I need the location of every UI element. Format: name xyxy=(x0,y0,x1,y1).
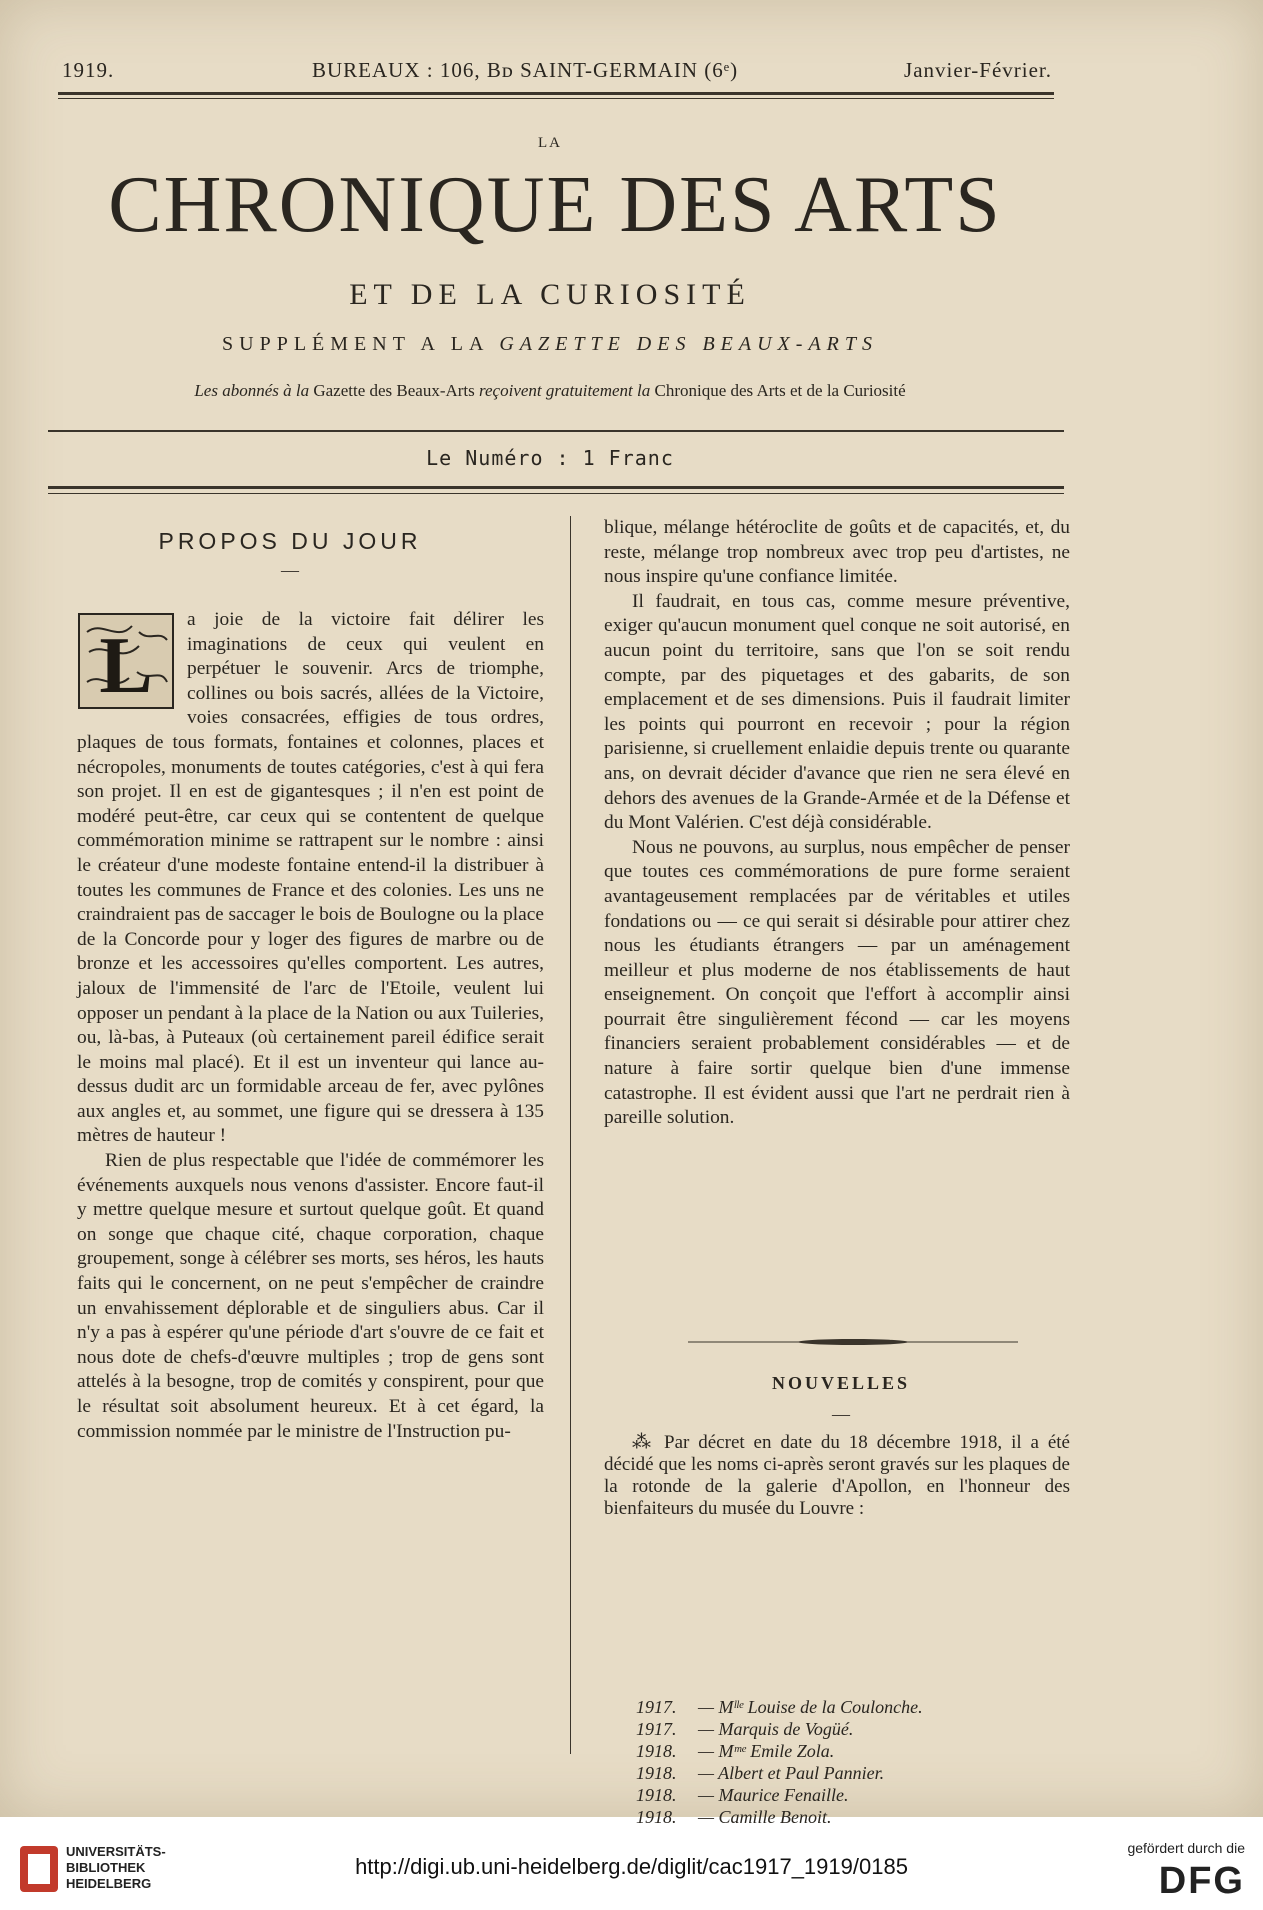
header-rule-thin xyxy=(58,98,1054,99)
price-rule-bottom xyxy=(48,486,1064,489)
list-name: — Mˡˡᵉ Louise de la Coulonche. xyxy=(698,1697,923,1717)
article-paragraph-4: Il faudrait, en tous cas, comme mesure préventive, exiger qu'aucun monument quel conque ne soit autorisé, en aucun point du territoire, sans que l'on se soit rendu compte, par des piquetages et des gabarits, de son emplacement et de ses dimensions. Puis il faudrait limiter les points qui pourront en recevoir ; pour la région parisienne, si cruellement enlaidie depuis trente ou quarante ans, on devrait décider d'avance que rien ne sera élevé en dehors des avenues de la Grande-Armée et de la Défense et du Mont Valérien. C'est déjà considérable. xyxy=(604,590,1070,834)
supplement-prefix: SUPPLÉMENT A LA xyxy=(222,333,489,355)
list-name: — Maurice Fenaille. xyxy=(698,1785,849,1805)
funding-credit xyxy=(1127,1840,1245,1903)
viewer-footer xyxy=(0,1830,1263,1910)
list-name: — Marquis de Vogüé. xyxy=(698,1719,854,1739)
benefactor-list xyxy=(636,1696,923,1850)
running-header xyxy=(62,58,1052,88)
list-name: — Albert et Paul Pannier. xyxy=(698,1763,885,1783)
list-year: 1918. xyxy=(636,1785,677,1805)
masthead-subtitle: ET DE LA CURIOSITÉ xyxy=(349,278,751,311)
header-year: 1919. xyxy=(62,58,115,82)
price-rule-thin xyxy=(48,493,1064,494)
article-paragraph-2: Rien de plus respectable que l'idée de commémorer les événements auxquels nous venons d'assister. Encore faut-il y mettre quelque mesure et surtout quelque goût. Et quand on songe que chaque cité, chaque corporation, chaque groupement, songe à célébrer ses morts, ses héros, les hauts faits qui le concernent, on ne peut s'empêcher de craindre un envahissement déplorable et de singuliers abus. Car il n'y a pas à espérer qu'une période d'art s'ouvre de ce fait et nous dote de chefs-d'œuvre multiples ; trop de gens sont attelés à la besogne, trop de comités y conspirent, pour que le résultat soit absolument heureux. Et à cet égard, la commission nommée par le ministre de l'Instruction pu- xyxy=(77,1150,544,1442)
header-address: BUREAUX : 106, Bᴅ SAINT-GERMAIN (6ᵉ) xyxy=(312,58,739,82)
news-column xyxy=(604,1432,1070,1520)
uni-line-3: HEIDELBERG xyxy=(66,1876,152,1891)
supplement-gazette: GAZETTE DES BEAUX-ARTS xyxy=(499,333,878,355)
news-title: NOUVELLES xyxy=(771,1373,911,1393)
header-period: Janvier-Février. xyxy=(904,58,1052,82)
header-rule xyxy=(58,92,1054,95)
article-paragraph-1: a joie de la victoire fait délirer les imaginations de ceux qui veulent en perpétuer le souvenir. Arcs de triomphe, collines ou bois sacrés, allées de la Victoire, voies consacrées, effigies de tous ordres, plaques de tous formats, fontaines et colonnes, places et nécropoles, monuments de toutes catégories, c'est à qui fera son projet. Il en est de gigantesques ; il n'en est point de modéré peut-être, car ceux qui se contentent de quelque commémoration minime se rattrapent sur le nombre : ainsi le créateur d'une modeste fontaine entend-il la distribuer à toutes les communes de France et des colonies. Les uns ne craindraient pas de saccager le bois de Boulogne ou la place de la Concorde pour y loger des figures de marbre ou de bronze et les accessoires qu'elles comportent. Les autres, jaloux de l'immensité de l'arc de l'Etoile, veulent lui opposer un pendant à la place de la Nation ou aux Tuileries, ou, là-bas, à Puteaux (où certainement pareil édifice serait le moins mal placé). Et il est un inventeur qui lance au-dessus dudit arc un formidable arceau de fer, avec pylônes aux angles et, au sommet, une figure qui se dressera à 135 mètres de hauteur ! xyxy=(77,609,544,1147)
list-year: 1917. xyxy=(636,1697,677,1717)
article-title-dash: — xyxy=(281,560,299,580)
article-column-left xyxy=(77,608,544,1444)
ornamental-dropcap xyxy=(77,612,175,710)
uni-line-1: UNIVERSITÄTS- xyxy=(66,1844,166,1859)
dropcap-ornament-icon xyxy=(77,612,175,710)
news-title-dash: — xyxy=(832,1404,850,1424)
list-year: 1918. xyxy=(636,1741,677,1761)
list-item xyxy=(636,1784,923,1806)
list-item xyxy=(636,1762,923,1784)
article-paragraph-3: blique, mélange hétéroclite de goûts et de capacités, et, du reste, mélange trop nombreux avec trop peu d'artistes, ne nous inspire qu'une confiance limitée. xyxy=(604,517,1070,588)
list-year: 1918. xyxy=(636,1807,677,1827)
price-line: Le Numéro : 1 Franc xyxy=(426,446,674,470)
section-ornament-icon xyxy=(688,1336,1018,1348)
list-item xyxy=(636,1806,923,1828)
abonnes-part4: Chronique des Arts et de la Curiosité xyxy=(654,381,906,400)
price-rule-top xyxy=(48,430,1064,432)
dropcap-letter: L xyxy=(99,622,153,710)
list-item xyxy=(636,1740,923,1762)
subscriber-notice xyxy=(0,381,1100,401)
list-name: — Camille Benoit. xyxy=(698,1807,832,1827)
list-year: 1917. xyxy=(636,1719,677,1739)
list-item xyxy=(636,1696,923,1718)
dfg-logo: DFG xyxy=(1158,1860,1245,1902)
list-item xyxy=(636,1718,923,1740)
article-paragraph-5: Nous ne pouvons, au surplus, nous empêcher de penser que toutes ces commémorations de pure forme seraient avantageusement remplacées par de véritables et utiles fondations ou — ce qui serait si désirable pour attirer chez nous les étudiants étrangers — par un aménagement meilleur et plus moderne de nos établissements de haut enseignement. On conçoit que l'effort à accomplir ainsi pourrait être singulièrement fécond — car les moyens financiers seraient probablement considérables — et de nature à faire sortir quelque bien d'une immense catastrophe. Il est évident aussi que l'art ne perdrait rien à pareille solution. xyxy=(604,836,1070,1129)
list-year: 1918. xyxy=(636,1763,677,1783)
uni-line-2: BIBLIOTHEK xyxy=(66,1860,146,1875)
abonnes-part1: Les abonnés à la xyxy=(194,381,310,400)
column-divider xyxy=(570,516,571,1754)
article-title: PROPOS DU JOUR xyxy=(158,528,422,554)
source-url-link[interactable]: http://digi.ub.uni-heidelberg.de/diglit/cac1917_1919/0185 xyxy=(355,1854,908,1879)
masthead-title: CHRONIQUE DES ARTS xyxy=(108,161,1002,249)
list-name: — Mᵐᵉ Emile Zola. xyxy=(698,1741,835,1761)
abonnes-part2: Gazette des Beaux-Arts xyxy=(313,381,475,400)
funded-label: gefördert durch die xyxy=(1127,1840,1245,1856)
masthead-article: LA xyxy=(538,135,562,151)
masthead-supplement xyxy=(0,333,1100,356)
news-intro: ⁂ Par décret en date du 18 décembre 1918, il a été décidé que les noms ci-après seront gravés sur les plaques de la rotonde de la galerie d'Apollon, en l'honneur des bienfaiteurs du musée du Louvre : xyxy=(604,1432,1070,1519)
abonnes-part3: reçoivent gratuitement la xyxy=(479,381,651,400)
article-column-right xyxy=(604,516,1070,1131)
